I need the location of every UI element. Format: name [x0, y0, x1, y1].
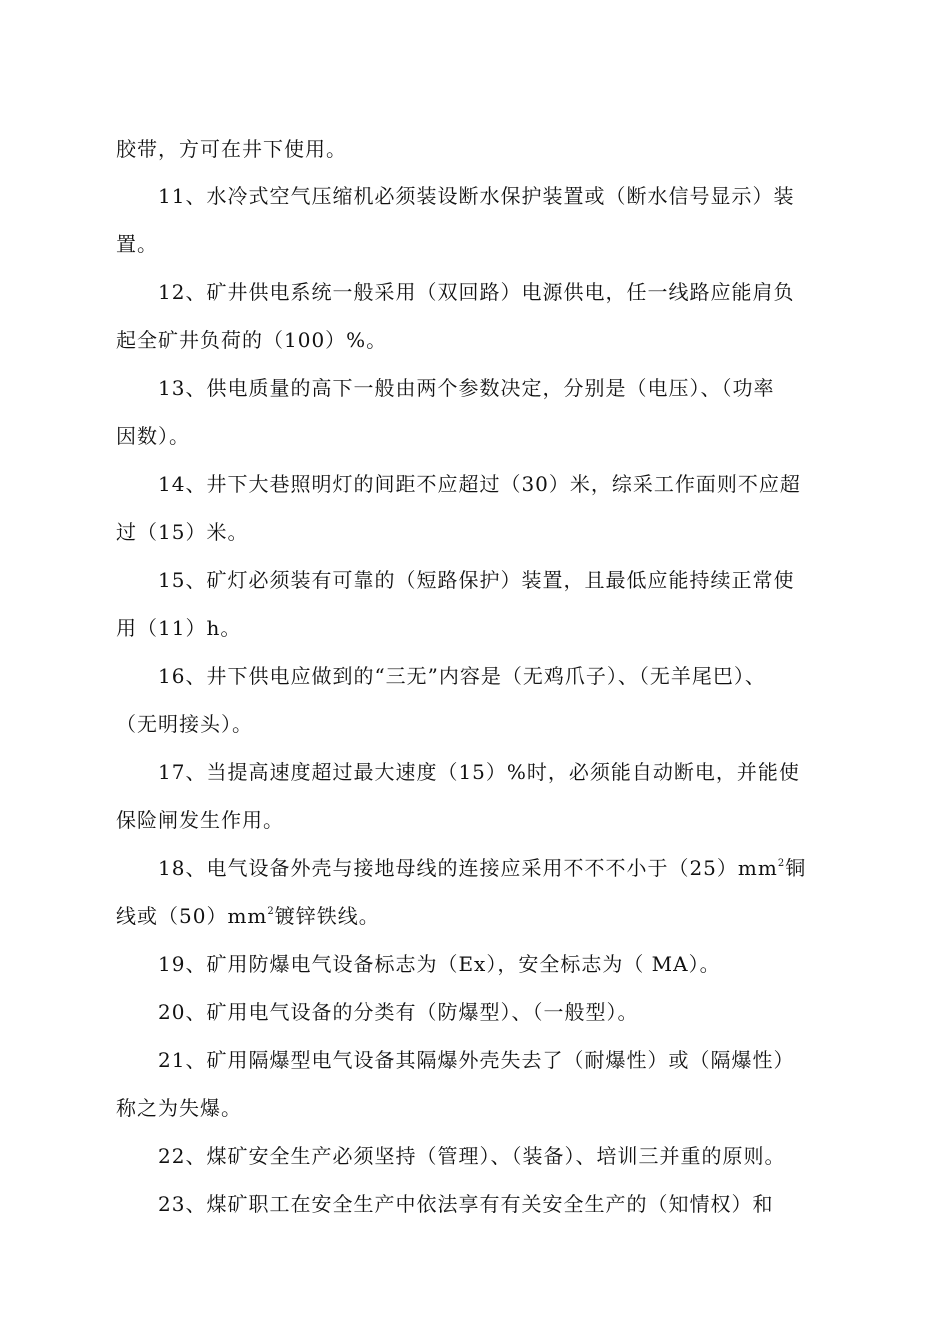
text-line: [116, 902, 836, 930]
question-14: 14、井下大巷照明灯的间距不应超过（30）米，综采工作面则不应超: [158, 472, 801, 496]
superscript: 2: [267, 906, 275, 917]
text-line: 称之为失爆。: [116, 1096, 242, 1120]
question-19: 19、矿用防爆电气设备标志为（Ex），安全标志为（ MA）。: [158, 952, 721, 976]
text-line: 用（11）h。: [116, 616, 242, 640]
text-line: 起全矿井负荷的（100）%。: [116, 328, 388, 352]
question-17: 17、当提高速度超过最大速度（15）%时，必须能自动断电，并能使: [158, 760, 800, 784]
text-segment: 线或（50）mm: [116, 904, 268, 928]
text-segment: 镀锌铁线。: [274, 904, 380, 928]
question-13: 13、供电质量的高下一般由两个参数决定，分别是（电压）、（功率: [158, 376, 775, 400]
question-22: 22、煤矿安全生产必须坚持（管理）、（装备）、培训三并重的原则。: [158, 1144, 786, 1168]
text-segment: 铜: [785, 856, 807, 880]
question-23: 23、煤矿职工在安全生产中依法享有有关安全生产的（知情权）和: [158, 1192, 774, 1216]
question-21: 21、矿用隔爆型电气设备其隔爆外壳失去了（耐爆性）或（隔爆性）: [158, 1048, 795, 1072]
question-18: [158, 854, 878, 882]
text-segment: 18、电气设备外壳与接地母线的连接应采用不不不小于（25）mm: [158, 856, 778, 880]
question-16: 16、井下供电应做到的“三无”内容是（无鸡爪子）、（无羊尾巴）、: [158, 664, 766, 688]
text-line: 过（15）米。: [116, 520, 249, 544]
text-line: 置。: [116, 232, 158, 256]
text-line: 胶带，方可在井下使用。: [116, 137, 347, 161]
text-line: 因数）。: [116, 424, 190, 448]
question-12: 12、矿井供电系统一般采用（双回路）电源供电，任一线路应能肩负: [158, 280, 795, 304]
text-line: （无明接头）。: [116, 712, 253, 736]
text-line: 保险闸发生作用。: [116, 808, 284, 832]
question-20: 20、矿用电气设备的分类有（防爆型）、（一般型）。: [158, 1000, 639, 1024]
superscript: 2: [777, 858, 786, 869]
question-11: 11、水冷式空气压缩机必须装设断水保护装置或（断水信号显示）装: [158, 184, 795, 208]
question-15: 15、矿灯必须装有可靠的（短路保护）装置，且最低应能持续正常使: [158, 568, 795, 592]
